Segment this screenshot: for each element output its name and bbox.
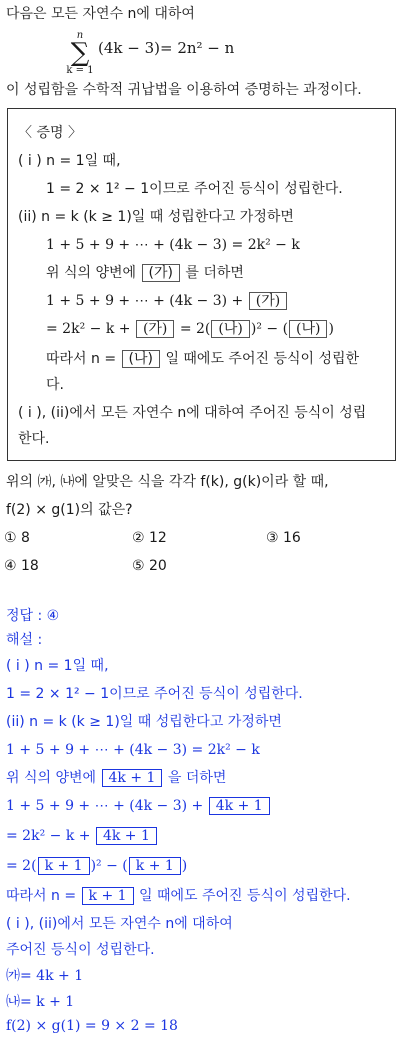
choice-2[interactable]: ② 12 [132,530,167,546]
solution-line10: ( i ), (ii)에서 모든 자연수 n에 대하여 [6,916,233,932]
choice-5[interactable]: ⑤ 20 [132,558,167,574]
solution-line4: 1 + 5 + 9 + ⋯ + (4k − 3) = 2k² − k [6,742,260,758]
proof-therefore-end: 다. [46,377,64,393]
value-box-2: k + 1 [129,857,181,875]
blank-na-box: (나) [211,320,249,338]
solution-line9-post: 일 때에도 주어진 등식이 성립한다. [139,888,351,904]
proof-step2-head: (ii) n = k (k ≥ 1)일 때 성립한다고 가정하면 [18,209,294,225]
choice-3[interactable]: ③ 16 [266,530,301,546]
proof-title: 〈 증명 〉 [18,125,82,141]
solution-line2: 1 = 2 × 1² − 1이므로 주어진 등식이 성립한다. [6,686,303,702]
proof-therefore [46,349,359,369]
solution-line8-b: )² − ( [90,858,128,874]
sum-upper-limit: n [76,30,84,41]
value-box-2: k + 1 [38,857,90,875]
proof-eq3-d: ) [328,321,334,337]
proof-eq3-b: = 2( [179,321,211,337]
proof-add-pre: 위 식의 양변에 [46,265,137,281]
blank-ga-box: (가) [249,292,287,310]
solution-line13: ㈏= k + 1 [6,994,75,1010]
sum-lower-limit: k = 1 [66,65,94,76]
sum-expression: (4k − 3)= 2n² − n [98,39,235,57]
proof-eq2-pre: 1 + 5 + 9 + ⋯ + (4k − 3) + [46,293,244,309]
answer-label: 정답 : ④ [6,608,60,624]
solution-line9-pre: 따라서 n = [6,888,77,904]
proof-therefore-pre: 따라서 n = [46,351,117,367]
problem-statement: 이 성립함을 수학적 귀납법을 이용하여 증명하는 과정이다. [6,82,362,98]
solution-line5 [6,768,226,788]
blank-ga-box: (가) [142,264,180,282]
choice-1[interactable]: ① 8 [4,530,30,546]
solution-line3: (ii) n = k (k ≥ 1)일 때 성립한다고 가정하면 [6,714,282,730]
solution-line8 [6,856,187,876]
value-box-2: k + 1 [82,887,134,905]
proof-add-line [46,263,244,283]
blank-ga-box: (가) [136,320,174,338]
problem-intro: 다음은 모든 자연수 n에 대하여 [6,6,195,22]
proof-add-post: 를 더하면 [185,265,244,281]
value-box: 4k + 1 [102,769,163,787]
blank-na-box: (나) [289,320,327,338]
solution-line14: f(2) × g(1) = 9 × 2 = 18 [6,1018,178,1034]
proof-box [7,108,396,461]
solution-line6-pre: 1 + 5 + 9 + ⋯ + (4k − 3) + [6,798,204,814]
solution-line12: ㈎= 4k + 1 [6,968,84,984]
question-line1: 위의 ㈎, ㈏에 알맞은 식을 각각 f(k), g(k)이라 할 때, [6,474,329,490]
choice-4[interactable]: ④ 18 [4,558,39,574]
proof-eq3-c: )² − ( [250,321,289,337]
solution-line8-c: ) [181,858,188,874]
proof-eq3 [46,319,334,339]
question-line2: f(2) × g(1)의 값은? [6,502,133,518]
solution-line8-a: = 2( [6,858,37,874]
solution-line7 [6,826,158,846]
solution-line5-post: 을 더하면 [167,770,227,786]
proof-step1-head: ( i ) n = 1일 때, [18,153,121,169]
proof-therefore-post: 일 때에도 주어진 등식이 성립한 [165,351,360,367]
solution-line7-pre: = 2k² − k + [6,828,91,844]
solution-line1: ( i ) n = 1일 때, [6,658,109,674]
solution-line9 [6,886,351,906]
proof-eq1: 1 + 5 + 9 + ⋯ + (4k − 3) = 2k² − k [46,237,300,253]
proof-eq3-a: = 2k² − k + [46,321,131,337]
solution-line5-pre: 위 식의 양변에 [6,770,97,786]
proof-conclusion1: ( i ), (ii)에서 모든 자연수 n에 대하여 주어진 등식이 성립 [18,405,367,421]
summation-symbol [60,30,100,77]
proof-eq2 [46,291,288,311]
value-box: 4k + 1 [209,797,270,815]
solution-line6 [6,796,271,816]
proof-step1-body: 1 = 2 × 1² − 1이므로 주어진 등식이 성립한다. [46,181,343,197]
blank-na-box: (나) [122,350,160,368]
value-box: 4k + 1 [96,827,157,845]
sigma-icon: ∑ [70,38,90,68]
solution-line11: 주어진 등식이 성립한다. [6,942,155,958]
proof-conclusion2: 한다. [18,431,50,447]
explanation-label: 해설 : [6,632,43,648]
